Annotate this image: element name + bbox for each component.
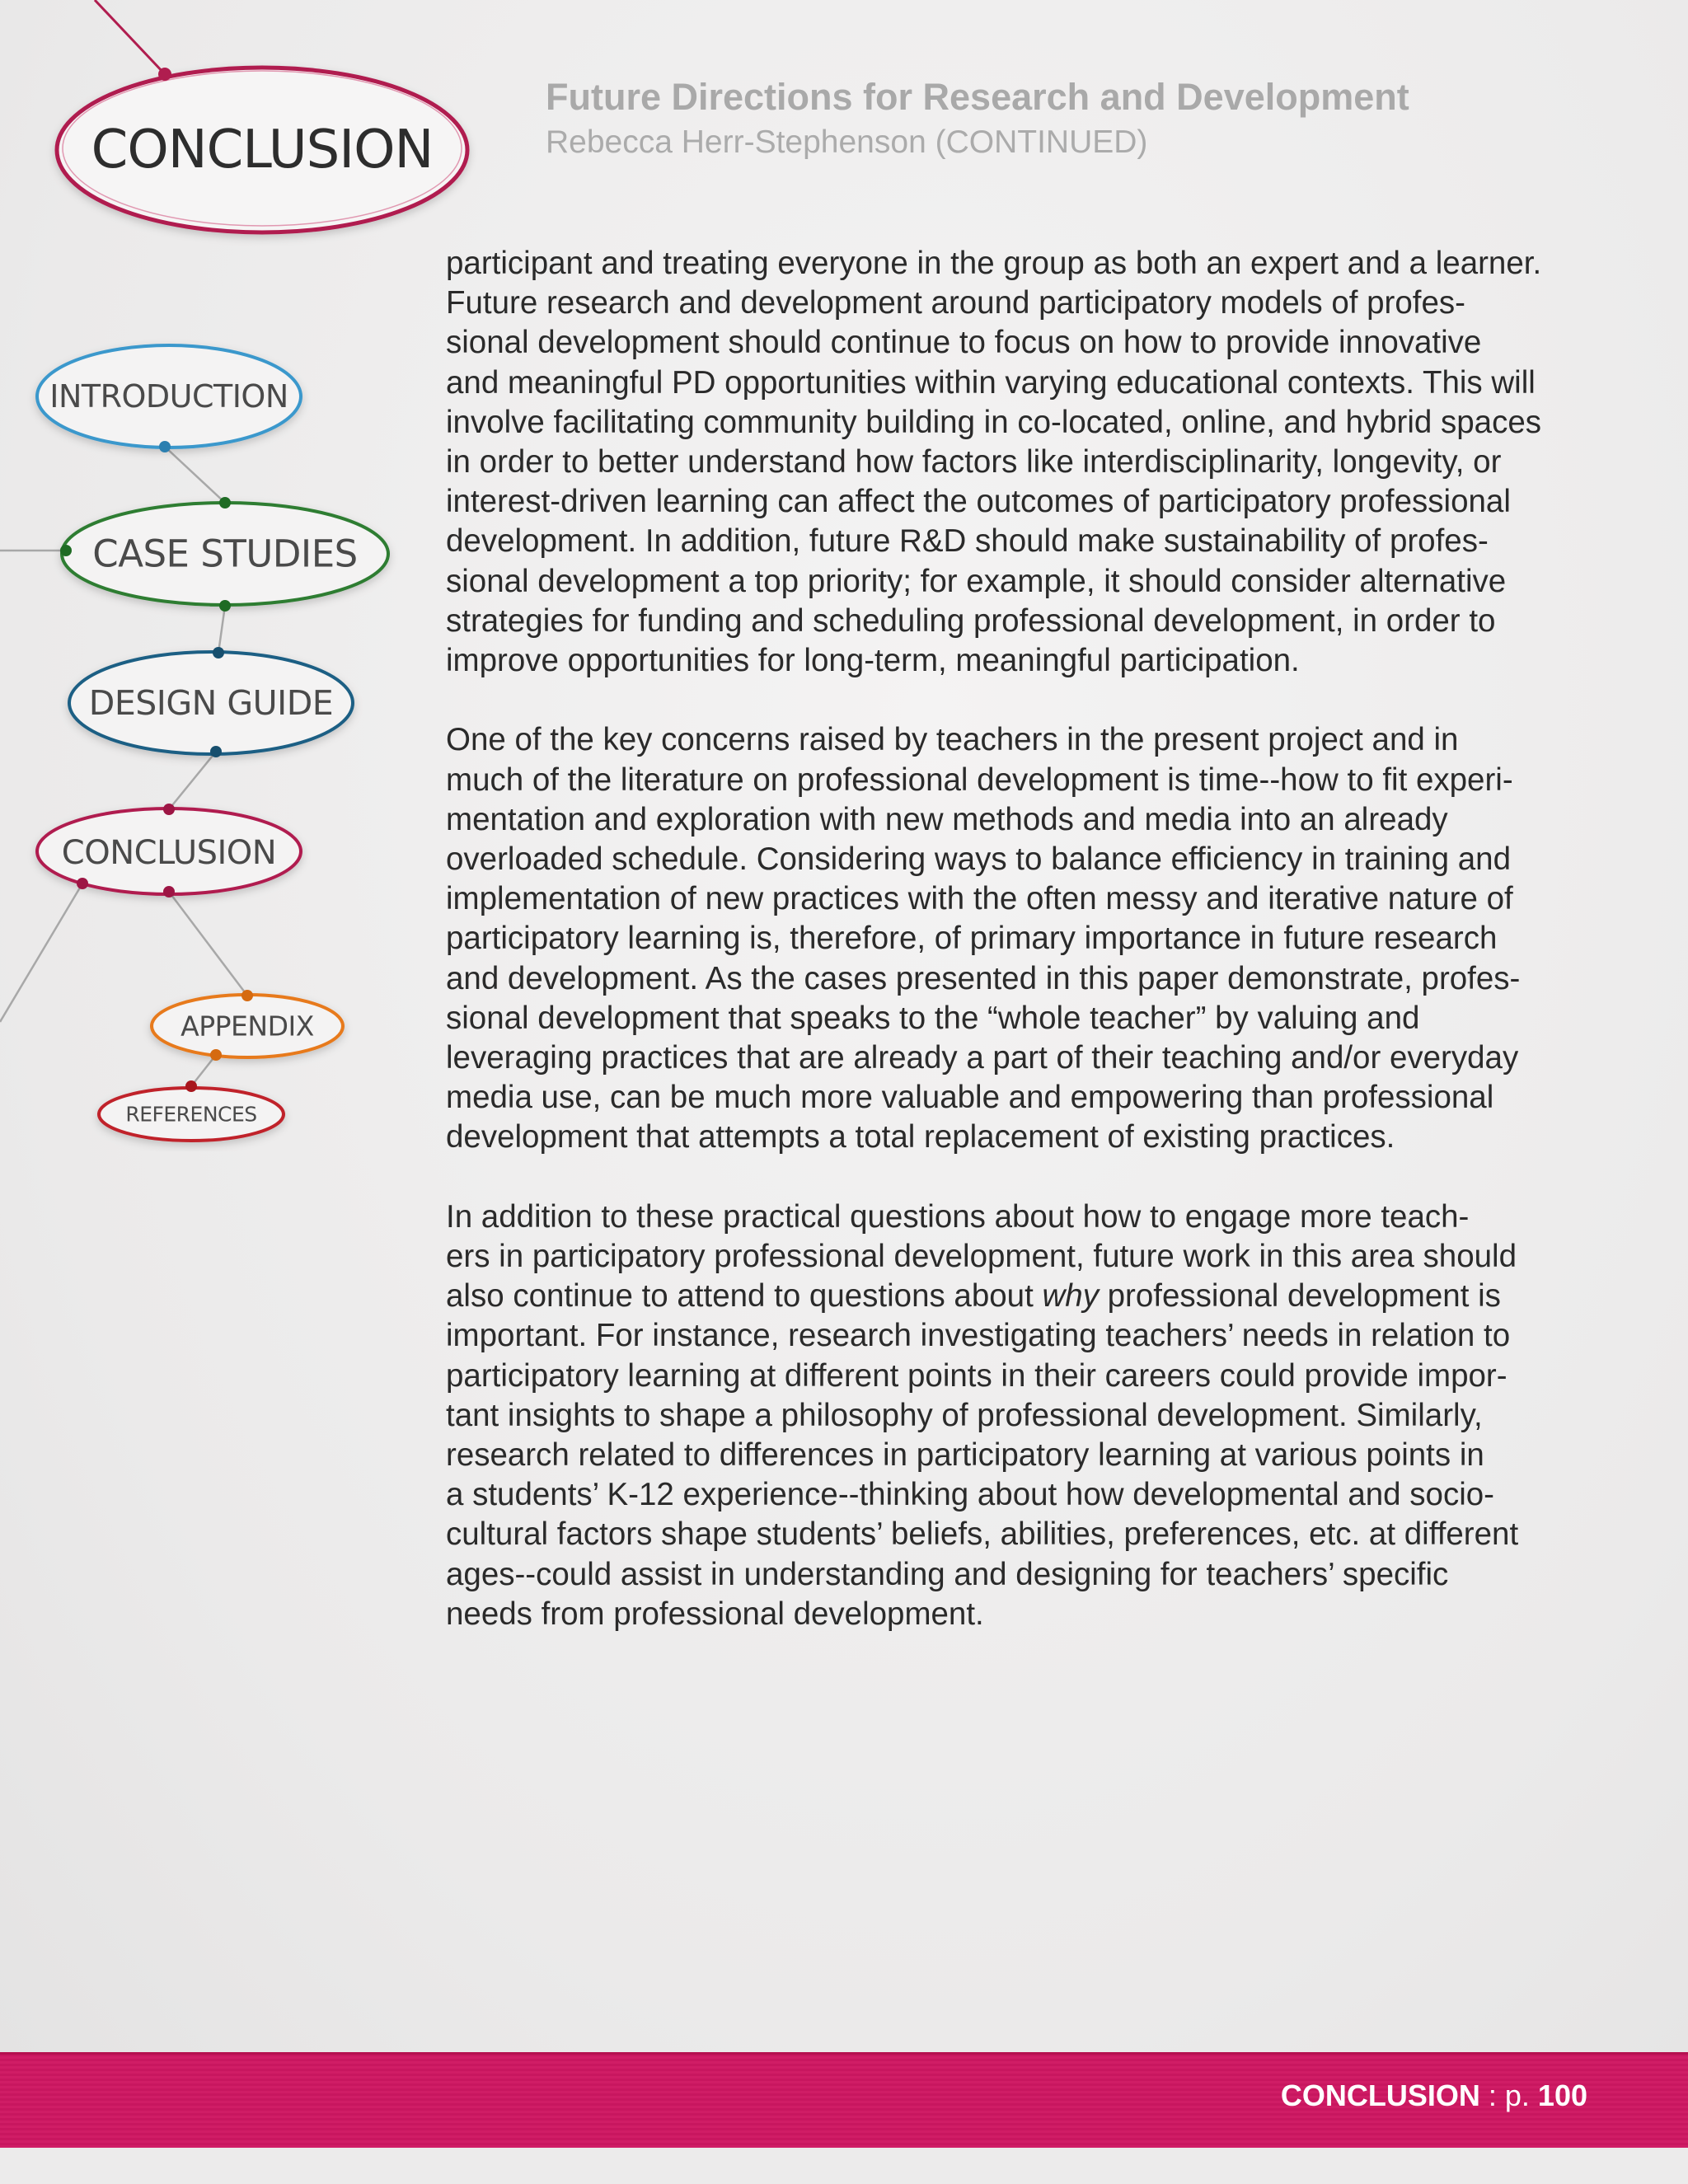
- paragraph: [446, 1197, 1608, 1634]
- text-line: needs from professional development.: [446, 1596, 984, 1632]
- text-line: participant and treating everyone in the group as both an expert and a learner.: [446, 246, 1542, 281]
- nav-item-design-guide[interactable]: DESIGN GUIDE: [88, 683, 334, 723]
- footer-separator: : p.: [1479, 2079, 1538, 2112]
- text-line: participatory learning at different points in their careers could provide impor-: [446, 1357, 1507, 1394]
- text-line: sional development that speaks to the “whole teacher” by valuing and: [446, 1000, 1420, 1036]
- text-line: also continue to attend to questions about why professional development is: [446, 1278, 1501, 1315]
- current-section-label: CONCLUSION: [91, 120, 434, 180]
- text-line: and meaningful PD opportunities within varying educational contexts. This will: [446, 364, 1536, 401]
- paragraph: [446, 720, 1608, 1157]
- text-line: ages--could assist in understanding and designing for teachers’ specific: [446, 1556, 1449, 1592]
- text-line: leveraging practices that are already a part of their teaching and/or everyday: [446, 1040, 1519, 1076]
- body-text: [446, 244, 1608, 1674]
- text-line: and development. As the cases presented in this paper demonstrate, profes-: [446, 960, 1521, 996]
- page-subtitle: Rebecca Herr-Stephenson (CONTINUED): [546, 124, 1148, 160]
- nav-item-conclusion[interactable]: CONCLUSION: [61, 834, 277, 872]
- text-line: sional development a top priority; for example, it should consider alternative: [446, 563, 1507, 599]
- paragraph: [446, 244, 1608, 681]
- footer-section: CONCLUSION: [1280, 2079, 1480, 2112]
- nav-item-introduction[interactable]: INTRODUCTION: [49, 378, 288, 415]
- nav-item-appendix[interactable]: APPENDIX: [181, 1010, 314, 1043]
- text-line: interest-driven learning can affect the outcomes of participatory professional: [446, 484, 1511, 520]
- text-line: a students’ K-12 experience--thinking about how developmental and socio-: [446, 1477, 1494, 1513]
- text-line: participatory learning is, therefore, of primary importance in future research: [446, 921, 1498, 957]
- text-line: overloaded schedule. Considering ways to balance efficiency in training and: [446, 841, 1511, 878]
- page-title: Future Directions for Research and Development: [546, 76, 1409, 118]
- text-line: One of the key concerns raised by teachers in the present project and in: [446, 722, 1459, 758]
- page-bottom-margin: [0, 2148, 1688, 2184]
- text-line: improve opportunities for long-term, meaningful participation.: [446, 643, 1300, 679]
- text-line: Future research and development around participatory models of profes-: [446, 285, 1465, 321]
- text-line: media use, can be much more valuable and empowering than professional: [446, 1080, 1494, 1116]
- nav-item-case-studies[interactable]: CASE STUDIES: [92, 532, 358, 576]
- text-line: In addition to these practical questions about how to engage more teach-: [446, 1198, 1470, 1235]
- nav-item-references[interactable]: REFERENCES: [125, 1102, 257, 1127]
- text-line: development. In addition, future R&D should make sustainability of profes-: [446, 523, 1489, 560]
- text-line: mentation and exploration with new methods and media into an already: [446, 801, 1448, 837]
- text-line: involve facilitating community building in co-located, online, and hybrid spaces: [446, 404, 1541, 440]
- text-line: research related to differences in participatory learning at various points in: [446, 1437, 1484, 1474]
- text-line: implementation of new practices with the often messy and iterative nature of: [446, 881, 1513, 917]
- emphasis: why: [1042, 1278, 1099, 1315]
- text-line: much of the literature on professional development is time--how to fit experi-: [446, 762, 1513, 798]
- text-line: ers in participatory professional development, future work in this area should: [446, 1239, 1517, 1275]
- text-line: sional development should continue to focus on how to provide innovative: [446, 325, 1482, 361]
- page-number-label: [1281, 2078, 1587, 2114]
- text-line: cultural factors shape students’ beliefs, abilities, preferences, etc. at different: [446, 1516, 1519, 1553]
- footer-bar: [0, 2052, 1688, 2150]
- text-line: development that attempts a total replacement of existing practices.: [446, 1119, 1395, 1155]
- text-line: important. For instance, research investigating teachers’ needs in relation to: [446, 1318, 1511, 1354]
- footer-page-number: 100: [1537, 2079, 1587, 2112]
- text-line: in order to better understand how factors like interdisciplinarity, longevity, or: [446, 444, 1502, 480]
- text-line: strategies for funding and scheduling professional development, in order to: [446, 602, 1496, 639]
- page-header: [546, 76, 1409, 162]
- text-line: tant insights to shape a philosophy of professional development. Similarly,: [446, 1397, 1483, 1433]
